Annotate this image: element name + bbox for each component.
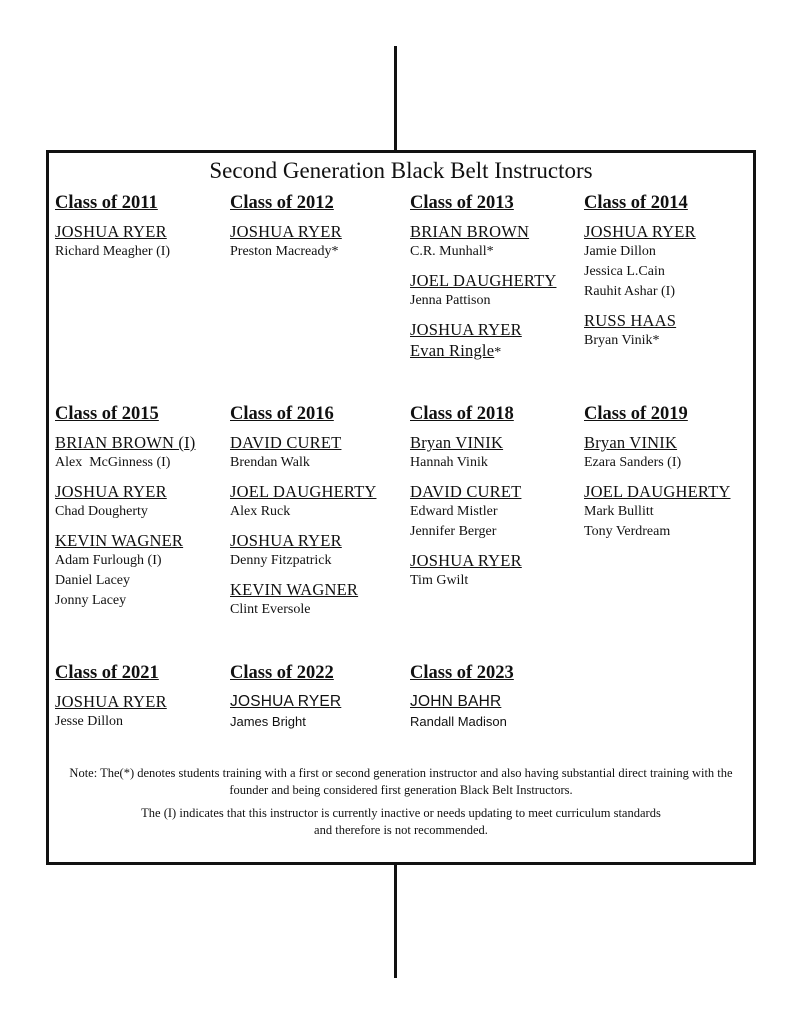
instructor-group — [584, 221, 760, 302]
student-name: Daniel Lacey — [55, 573, 131, 588]
student-name: Jamie Dillon — [584, 244, 656, 259]
student-name: Randall Madison — [410, 714, 507, 729]
class-2018 — [410, 402, 586, 599]
instructor-name: JOHN BAHR — [410, 693, 502, 710]
student-name: Richard Meagher (I) — [55, 244, 171, 259]
instructor-name-text: Evan Ringle — [410, 341, 495, 360]
student-name: Hannah Vinik — [410, 455, 488, 470]
student-name: Jennifer Berger — [410, 524, 497, 539]
connector-line-bottom — [394, 862, 397, 978]
instructor-name: BRIAN BROWN (I) — [55, 433, 196, 452]
instructor-group — [230, 579, 406, 620]
class-2022 — [230, 661, 406, 740]
connector-line-top — [394, 46, 397, 150]
instructor-name: JOSHUA RYER — [55, 222, 167, 241]
student-name: Tim Gwilt — [410, 573, 469, 588]
instructor-name: JOSHUA RYER — [410, 320, 522, 339]
instructor-name: JOSHUA RYER — [410, 551, 522, 570]
student-name: Mark Bullitt — [584, 504, 654, 519]
student-name: Adam Furlough (I) — [55, 553, 162, 568]
class-heading: Class of 2011 — [55, 193, 158, 213]
student-name: Jenna Pattison — [410, 293, 491, 308]
class-heading: Class of 2016 — [230, 404, 334, 424]
instructor-name: JOEL DAUGHERTY — [584, 482, 731, 501]
instructor-group — [410, 270, 586, 311]
instructor-name: Bryan VINIK — [584, 433, 678, 452]
student-name: Alex McGinness (I) — [55, 455, 171, 470]
instructor-name: JOSHUA RYER — [55, 692, 167, 711]
instructor-group — [584, 310, 760, 351]
class-heading: Class of 2019 — [584, 404, 688, 424]
instructor-name: JOSHUA RYER — [55, 482, 167, 501]
class-heading: Class of 2015 — [55, 404, 159, 424]
instructors-panel — [46, 150, 756, 865]
instructor-group — [410, 550, 586, 591]
class-heading: Class of 2021 — [55, 663, 159, 683]
class-2012 — [230, 191, 406, 270]
instructor-name: JOSHUA RYER — [584, 222, 696, 241]
instructor-name — [410, 340, 586, 363]
instructor-name: RUSS HAAS — [584, 311, 677, 330]
instructor-name: JOSHUA RYER — [230, 693, 342, 710]
instructor-group — [584, 432, 760, 473]
class-2014 — [584, 191, 760, 359]
student-name: C.R. Munhall* — [410, 244, 494, 259]
student-name: Denny Fitzpatrick — [230, 553, 332, 568]
student-name: Preston Macready* — [230, 244, 339, 259]
instructor-group — [410, 319, 586, 363]
class-heading: Class of 2018 — [410, 404, 514, 424]
instructor-name: DAVID CURET — [230, 433, 342, 452]
instructor-group — [410, 691, 586, 732]
student-name: Brendan Walk — [230, 455, 310, 470]
instructor-group — [584, 481, 760, 542]
instructor-group — [410, 221, 586, 262]
asterisk-note: Note: The(*) denotes students training with a first or second generation instructor and also having substantial direct training with the founder and being considered first generation Black Belt Instructors. — [69, 766, 733, 797]
instructor-group — [410, 481, 586, 542]
class-heading: Class of 2013 — [410, 193, 514, 213]
class-2023 — [410, 661, 586, 740]
student-name: Bryan Vinik* — [584, 333, 660, 348]
class-2019 — [584, 402, 760, 550]
student-name: Edward Mistler — [410, 504, 498, 519]
instructor-group — [55, 432, 231, 473]
instructor-group — [230, 691, 406, 732]
instructor-name: JOEL DAUGHERTY — [410, 271, 557, 290]
instructor-group — [55, 221, 231, 262]
inactive-note-line1: The (I) indicates that this instructor is currently inactive or needs updating to meet curriculum standards — [141, 806, 661, 820]
instructor-group — [55, 530, 231, 611]
student-name: Ezara Sanders (I) — [584, 455, 682, 470]
instructor-group — [410, 432, 586, 473]
instructor-name: DAVID CURET — [410, 482, 522, 501]
class-heading: Class of 2012 — [230, 193, 334, 213]
instructor-name: BRIAN BROWN — [410, 222, 530, 241]
instructor-name: KEVIN WAGNER — [55, 531, 184, 550]
instructor-name: KEVIN WAGNER — [230, 580, 359, 599]
student-name: Tony Verdream — [584, 524, 671, 539]
asterisk-marker: * — [494, 345, 502, 360]
student-name: Chad Dougherty — [55, 504, 148, 519]
student-name: Jonny Lacey — [55, 593, 127, 608]
instructor-group — [230, 221, 406, 262]
class-2021 — [55, 661, 231, 740]
class-heading: Class of 2022 — [230, 663, 334, 683]
instructor-name: JOSHUA RYER — [230, 531, 342, 550]
instructor-name: JOEL DAUGHERTY — [230, 482, 377, 501]
instructor-group — [55, 691, 231, 732]
page-title: Second Generation Black Belt Instructors — [209, 158, 593, 183]
class-2016 — [230, 402, 406, 628]
class-heading: Class of 2023 — [410, 663, 514, 683]
class-2013 — [410, 191, 586, 363]
instructor-name: Bryan VINIK — [410, 433, 504, 452]
instructor-group — [230, 432, 406, 473]
instructor-group — [55, 481, 231, 522]
footnotes — [59, 765, 743, 845]
student-name: Alex Ruck — [230, 504, 291, 519]
student-name: Jessica L.Cain — [584, 264, 665, 279]
instructor-group — [230, 481, 406, 522]
class-heading: Class of 2014 — [584, 193, 688, 213]
class-2015 — [55, 402, 231, 619]
student-name: James Bright — [230, 714, 306, 729]
class-2011 — [55, 191, 231, 270]
instructor-name: JOSHUA RYER — [230, 222, 342, 241]
inactive-note-line2: and therefore is not recommended. — [314, 823, 488, 837]
student-name: Jesse Dillon — [55, 714, 124, 729]
instructor-group — [230, 530, 406, 571]
student-name: Rauhit Ashar (I) — [584, 284, 675, 299]
student-name: Clint Eversole — [230, 602, 311, 617]
